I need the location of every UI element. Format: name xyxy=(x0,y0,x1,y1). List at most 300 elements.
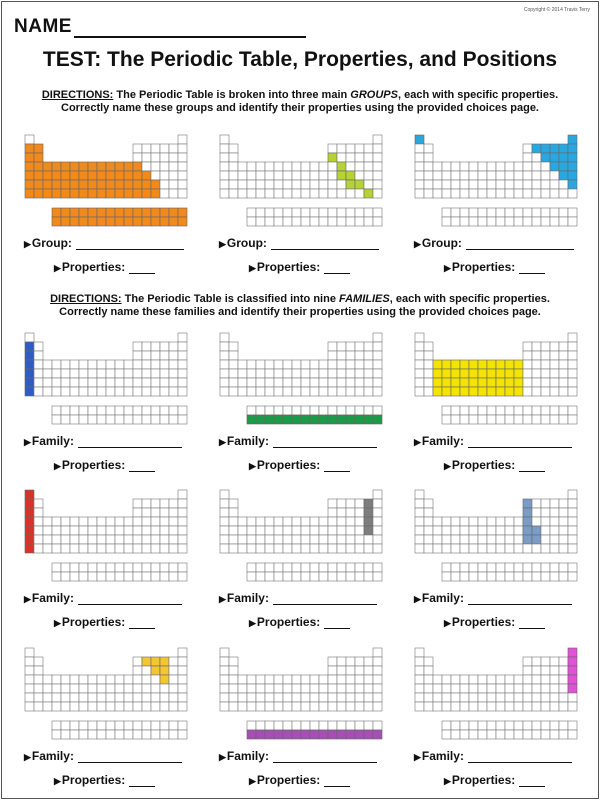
element-cell xyxy=(178,702,187,711)
element-cell xyxy=(469,544,478,553)
element-cell xyxy=(355,378,364,387)
family-blank[interactable] xyxy=(78,436,182,448)
element-cell xyxy=(559,675,568,684)
element-cell xyxy=(364,378,373,387)
highlighted-element-cell xyxy=(487,387,496,396)
element-cell xyxy=(169,721,178,730)
element-cell xyxy=(478,517,487,526)
element-cell xyxy=(142,666,151,675)
element-cell xyxy=(478,217,487,226)
highlighted-element-cell xyxy=(106,162,115,171)
element-cell xyxy=(568,333,577,342)
element-cell xyxy=(229,666,238,675)
element-cell xyxy=(451,535,460,544)
element-cell xyxy=(424,360,433,369)
element-cell xyxy=(301,217,310,226)
element-cell xyxy=(424,342,433,351)
element-cell xyxy=(487,693,496,702)
properties-blank[interactable] xyxy=(324,775,350,787)
highlighted-element-cell xyxy=(25,499,34,508)
element-cell xyxy=(337,180,346,189)
element-cell xyxy=(169,351,178,360)
family-blank[interactable] xyxy=(78,593,182,605)
group-blank[interactable] xyxy=(466,238,574,250)
element-cell xyxy=(229,387,238,396)
properties-blank[interactable] xyxy=(324,460,350,472)
element-cell xyxy=(52,378,61,387)
properties-label: Properties: xyxy=(61,260,126,274)
element-cell xyxy=(442,526,451,535)
element-cell xyxy=(328,369,337,378)
element-cell xyxy=(169,693,178,702)
element-cell xyxy=(61,387,70,396)
family-blank[interactable] xyxy=(273,436,377,448)
element-cell xyxy=(451,730,460,739)
element-cell xyxy=(256,544,265,553)
element-cell xyxy=(301,535,310,544)
properties-answer-line[interactable] xyxy=(54,615,155,629)
properties-answer-line[interactable] xyxy=(249,773,350,787)
element-cell xyxy=(319,189,328,198)
element-cell xyxy=(550,360,559,369)
family-blank[interactable] xyxy=(468,751,572,763)
highlighted-element-cell xyxy=(523,499,532,508)
element-cell xyxy=(25,657,34,666)
element-cell xyxy=(238,162,247,171)
element-cell xyxy=(70,535,79,544)
element-cell xyxy=(355,702,364,711)
element-cell xyxy=(265,189,274,198)
properties-label: Properties: xyxy=(61,615,126,629)
inner-transition-grid xyxy=(247,563,382,581)
element-cell xyxy=(220,378,229,387)
element-cell xyxy=(355,721,364,730)
properties-answer-line[interactable] xyxy=(444,773,545,787)
element-cell xyxy=(532,572,541,581)
element-cell xyxy=(355,153,364,162)
element-cell xyxy=(70,526,79,535)
element-cell xyxy=(460,544,469,553)
family-answer-line[interactable] xyxy=(24,591,182,605)
properties-answer-line[interactable] xyxy=(249,615,350,629)
element-cell xyxy=(451,702,460,711)
highlighted-element-cell xyxy=(160,666,169,675)
element-cell xyxy=(478,563,487,572)
periodic-table-diagram xyxy=(412,645,582,745)
properties-answer-line[interactable] xyxy=(54,773,155,787)
highlighted-element-cell xyxy=(319,415,328,424)
group-answer-line[interactable] xyxy=(24,236,184,250)
element-cell xyxy=(532,721,541,730)
element-cell xyxy=(292,217,301,226)
highlighted-element-cell xyxy=(25,180,34,189)
element-cell xyxy=(523,217,532,226)
element-cell xyxy=(487,675,496,684)
directions-text: , each with specific properties. xyxy=(397,89,559,101)
element-cell xyxy=(328,342,337,351)
element-cell xyxy=(523,369,532,378)
highlighted-element-cell xyxy=(25,526,34,535)
highlighted-element-cell xyxy=(328,730,337,739)
element-cell xyxy=(559,189,568,198)
element-cell xyxy=(70,702,79,711)
element-cell xyxy=(274,360,283,369)
element-cell xyxy=(142,369,151,378)
element-cell xyxy=(115,572,124,581)
element-cell xyxy=(415,387,424,396)
family-answer-line[interactable] xyxy=(414,434,572,448)
properties-blank[interactable] xyxy=(129,460,155,472)
element-cell xyxy=(424,144,433,153)
group-blank[interactable] xyxy=(76,238,184,250)
family-answer-line[interactable] xyxy=(414,749,572,763)
highlighted-element-cell xyxy=(25,387,34,396)
element-cell xyxy=(505,180,514,189)
element-cell xyxy=(97,526,106,535)
element-cell xyxy=(505,702,514,711)
element-cell xyxy=(292,180,301,189)
element-cell xyxy=(415,648,424,657)
highlighted-element-cell xyxy=(25,535,34,544)
element-cell xyxy=(532,499,541,508)
name-blank[interactable] xyxy=(74,20,306,38)
element-cell xyxy=(469,526,478,535)
element-cell xyxy=(469,684,478,693)
element-cell xyxy=(292,544,301,553)
element-cell xyxy=(124,721,133,730)
highlighted-element-cell xyxy=(442,369,451,378)
element-cell xyxy=(496,415,505,424)
element-cell xyxy=(523,171,532,180)
element-cell xyxy=(415,684,424,693)
properties-blank[interactable] xyxy=(324,262,350,274)
element-cell xyxy=(559,684,568,693)
element-cell xyxy=(433,189,442,198)
highlighted-element-cell xyxy=(301,415,310,424)
element-cell xyxy=(373,208,382,217)
element-cell xyxy=(151,387,160,396)
element-cell xyxy=(319,702,328,711)
element-cell xyxy=(415,144,424,153)
element-cell xyxy=(373,387,382,396)
element-cell xyxy=(169,360,178,369)
element-cell xyxy=(541,342,550,351)
element-cell xyxy=(115,693,124,702)
element-cell xyxy=(178,360,187,369)
element-cell xyxy=(496,535,505,544)
element-cell xyxy=(487,684,496,693)
element-cell xyxy=(292,360,301,369)
element-cell xyxy=(541,730,550,739)
element-cell xyxy=(478,535,487,544)
element-cell xyxy=(160,360,169,369)
element-cell xyxy=(247,171,256,180)
properties-blank[interactable] xyxy=(129,775,155,787)
highlighted-element-cell xyxy=(61,208,70,217)
element-cell xyxy=(97,378,106,387)
family-blank[interactable] xyxy=(78,751,182,763)
element-cell xyxy=(559,387,568,396)
highlighted-element-cell xyxy=(505,378,514,387)
element-cell xyxy=(550,666,559,675)
element-cell xyxy=(550,693,559,702)
element-cell xyxy=(178,162,187,171)
element-cell xyxy=(541,171,550,180)
element-cell xyxy=(220,508,229,517)
properties-answer-line[interactable] xyxy=(54,458,155,472)
element-cell xyxy=(559,378,568,387)
highlighted-element-cell xyxy=(34,144,43,153)
family-blank[interactable] xyxy=(273,751,377,763)
element-cell xyxy=(97,415,106,424)
element-cell xyxy=(229,693,238,702)
element-cell xyxy=(124,675,133,684)
element-cell xyxy=(550,369,559,378)
element-cell xyxy=(115,526,124,535)
element-cell xyxy=(142,675,151,684)
highlighted-element-cell xyxy=(160,675,169,684)
element-cell xyxy=(25,675,34,684)
element-cell xyxy=(451,162,460,171)
properties-blank[interactable] xyxy=(519,460,545,472)
element-cell xyxy=(328,693,337,702)
element-cell xyxy=(133,378,142,387)
element-cell xyxy=(415,378,424,387)
element-cell xyxy=(559,693,568,702)
family-answer-line[interactable] xyxy=(414,591,572,605)
element-cell xyxy=(532,675,541,684)
element-cell xyxy=(415,189,424,198)
arrow-icon: ▶ xyxy=(54,776,61,786)
element-cell xyxy=(115,721,124,730)
element-cell xyxy=(373,135,382,144)
properties-answer-line[interactable] xyxy=(54,260,155,274)
properties-answer-line[interactable] xyxy=(444,260,545,274)
group-answer-line[interactable] xyxy=(414,236,574,250)
element-cell xyxy=(505,415,514,424)
element-cell xyxy=(52,535,61,544)
element-cell xyxy=(487,517,496,526)
element-cell xyxy=(283,217,292,226)
element-cell xyxy=(247,162,256,171)
element-cell xyxy=(514,180,523,189)
element-cell xyxy=(424,657,433,666)
element-cell xyxy=(346,351,355,360)
group-blank[interactable] xyxy=(271,238,379,250)
element-cell xyxy=(43,544,52,553)
family-answer-line[interactable] xyxy=(24,749,182,763)
element-cell xyxy=(337,702,346,711)
properties-answer-line[interactable] xyxy=(444,458,545,472)
element-cell xyxy=(106,415,115,424)
highlighted-element-cell xyxy=(160,217,169,226)
element-cell xyxy=(115,730,124,739)
element-cell xyxy=(424,387,433,396)
element-cell xyxy=(328,189,337,198)
element-cell xyxy=(70,360,79,369)
highlighted-element-cell xyxy=(247,415,256,424)
element-cell xyxy=(451,217,460,226)
element-cell xyxy=(70,572,79,581)
element-cell xyxy=(220,684,229,693)
element-cell xyxy=(328,180,337,189)
element-cell xyxy=(532,406,541,415)
element-cell xyxy=(532,342,541,351)
element-cell xyxy=(415,171,424,180)
element-cell xyxy=(70,544,79,553)
element-cell xyxy=(124,684,133,693)
properties-blank[interactable] xyxy=(519,775,545,787)
element-cell xyxy=(229,378,238,387)
highlighted-element-cell xyxy=(142,171,151,180)
element-cell xyxy=(310,517,319,526)
element-cell xyxy=(133,544,142,553)
element-cell xyxy=(442,702,451,711)
element-cell xyxy=(328,572,337,581)
element-cell xyxy=(319,563,328,572)
element-cell xyxy=(328,535,337,544)
properties-blank[interactable] xyxy=(519,262,545,274)
element-cell xyxy=(169,535,178,544)
element-cell xyxy=(160,180,169,189)
element-cell xyxy=(550,572,559,581)
highlighted-element-cell xyxy=(301,730,310,739)
element-cell xyxy=(151,162,160,171)
element-cell xyxy=(247,406,256,415)
element-cell xyxy=(178,351,187,360)
element-cell xyxy=(505,535,514,544)
element-cell xyxy=(532,415,541,424)
arrow-icon: ▶ xyxy=(414,594,421,604)
family-answer-line[interactable] xyxy=(24,434,182,448)
highlighted-element-cell xyxy=(355,730,364,739)
properties-blank[interactable] xyxy=(129,617,155,629)
element-cell xyxy=(292,189,301,198)
element-cell xyxy=(70,675,79,684)
element-cell xyxy=(523,351,532,360)
element-cell xyxy=(97,675,106,684)
element-cell xyxy=(541,517,550,526)
element-cell xyxy=(415,693,424,702)
element-cell xyxy=(496,684,505,693)
element-cell xyxy=(328,517,337,526)
element-cell xyxy=(61,693,70,702)
highlighted-element-cell xyxy=(169,217,178,226)
element-cell xyxy=(337,508,346,517)
element-cell xyxy=(469,217,478,226)
element-cell xyxy=(424,535,433,544)
element-cell xyxy=(133,684,142,693)
highlighted-element-cell xyxy=(460,369,469,378)
element-cell xyxy=(292,693,301,702)
element-cell xyxy=(337,572,346,581)
family-blank[interactable] xyxy=(468,436,572,448)
element-cell xyxy=(523,702,532,711)
element-cell xyxy=(220,387,229,396)
element-cell xyxy=(442,535,451,544)
properties-answer-line[interactable] xyxy=(249,260,350,274)
element-cell xyxy=(415,490,424,499)
element-cell xyxy=(106,526,115,535)
highlighted-element-cell xyxy=(283,415,292,424)
element-cell xyxy=(568,517,577,526)
element-cell xyxy=(70,406,79,415)
element-cell xyxy=(460,217,469,226)
element-cell xyxy=(355,544,364,553)
element-cell xyxy=(496,544,505,553)
element-cell xyxy=(442,730,451,739)
family-label: Family: xyxy=(226,434,269,448)
element-cell xyxy=(496,721,505,730)
family-answer-line[interactable] xyxy=(219,591,377,605)
highlighted-element-cell xyxy=(70,180,79,189)
family-answer-line[interactable] xyxy=(219,434,377,448)
highlighted-element-cell xyxy=(61,189,70,198)
element-cell xyxy=(373,406,382,415)
element-cell xyxy=(133,693,142,702)
element-cell xyxy=(550,171,559,180)
element-cell xyxy=(43,517,52,526)
element-cell xyxy=(319,535,328,544)
element-cell xyxy=(469,162,478,171)
element-cell xyxy=(265,572,274,581)
highlighted-element-cell xyxy=(496,378,505,387)
element-cell xyxy=(328,684,337,693)
element-cell xyxy=(52,730,61,739)
properties-blank[interactable] xyxy=(519,617,545,629)
element-cell xyxy=(346,693,355,702)
element-cell xyxy=(355,535,364,544)
element-cell xyxy=(106,693,115,702)
family-blank[interactable] xyxy=(273,593,377,605)
element-cell xyxy=(469,721,478,730)
highlighted-element-cell xyxy=(61,171,70,180)
highlighted-element-cell xyxy=(568,144,577,153)
element-cell xyxy=(274,517,283,526)
element-cell xyxy=(523,693,532,702)
properties-answer-line[interactable] xyxy=(444,615,545,629)
name-field[interactable] xyxy=(14,16,306,38)
family-answer-line[interactable] xyxy=(219,749,377,763)
element-cell xyxy=(178,378,187,387)
properties-blank[interactable] xyxy=(324,617,350,629)
highlighted-element-cell xyxy=(43,189,52,198)
family-blank[interactable] xyxy=(468,593,572,605)
element-cell xyxy=(79,406,88,415)
element-cell xyxy=(151,563,160,572)
element-cell xyxy=(178,135,187,144)
element-cell xyxy=(337,517,346,526)
highlighted-element-cell xyxy=(25,162,34,171)
element-cell xyxy=(43,702,52,711)
properties-blank[interactable] xyxy=(129,262,155,274)
element-cell xyxy=(160,144,169,153)
element-cell xyxy=(283,702,292,711)
group-answer-line[interactable] xyxy=(219,236,379,250)
element-cell xyxy=(169,657,178,666)
element-cell xyxy=(79,526,88,535)
element-cell xyxy=(133,153,142,162)
element-cell xyxy=(310,217,319,226)
properties-answer-line[interactable] xyxy=(249,458,350,472)
highlighted-element-cell xyxy=(25,369,34,378)
element-cell xyxy=(568,369,577,378)
element-cell xyxy=(52,517,61,526)
element-cell xyxy=(346,572,355,581)
element-cell xyxy=(178,171,187,180)
element-cell xyxy=(61,721,70,730)
element-cell xyxy=(328,162,337,171)
